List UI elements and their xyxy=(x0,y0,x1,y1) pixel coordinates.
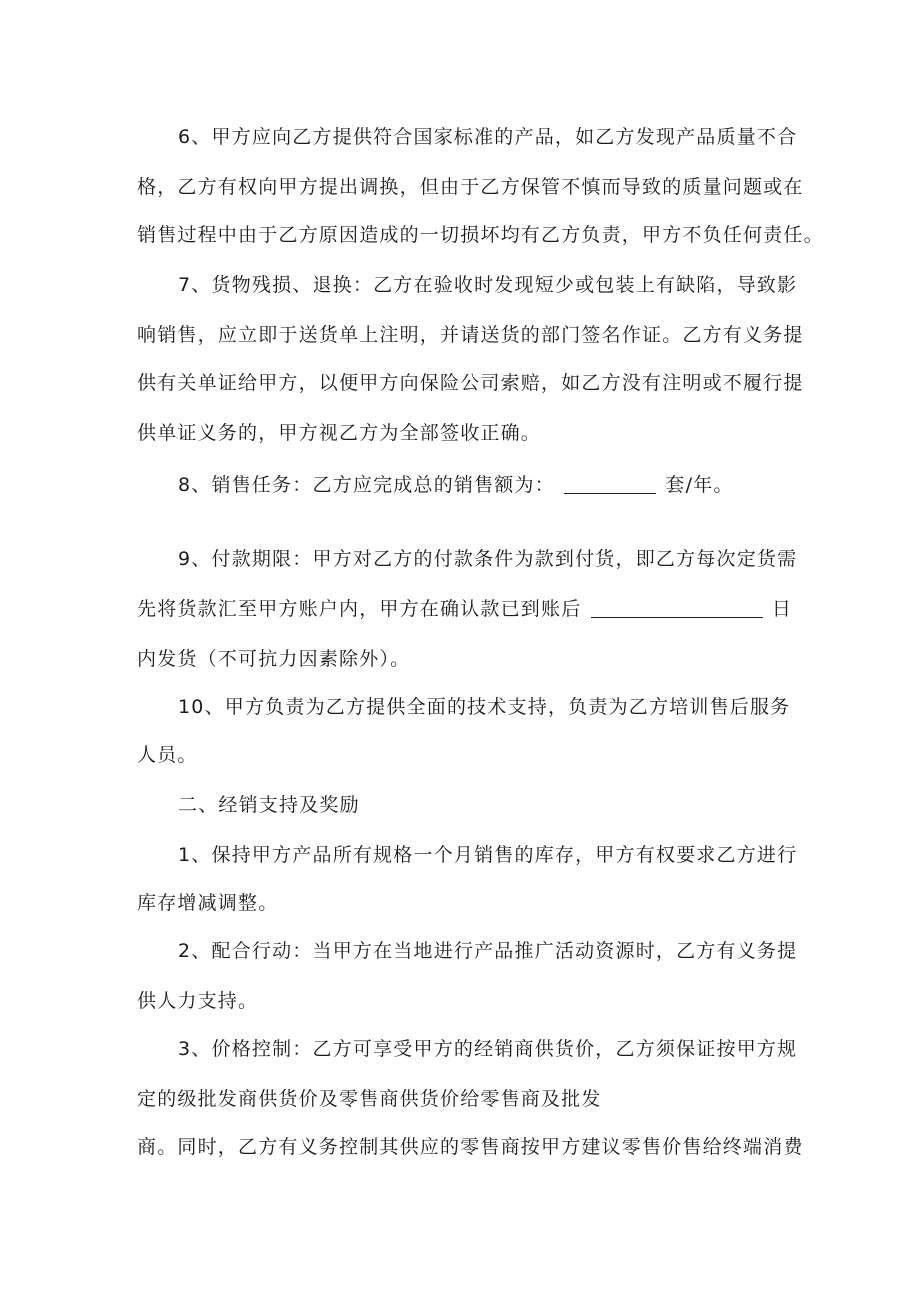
payment-days-blank xyxy=(591,599,763,618)
text-line: 人员。 xyxy=(137,744,198,766)
text-line: 销售过程中由于乙方原因造成的一切损坏均有乙方负责，甲方不负任何责任。 xyxy=(137,224,824,246)
text-line: 供单证义务的，甲方视乙方为全部签收正确。 xyxy=(137,422,542,444)
payment-days-prefix: 先将货款汇至甲方账户内，甲方在确认款已到账后 xyxy=(137,598,582,620)
text-line: 商。同时，乙方有义务控制其供应的零售商按甲方建议零售价售给终端消费 xyxy=(137,1136,804,1158)
text-line: 10、甲方负责为乙方提供全面的技术支持，负责为乙方培训售后服务 xyxy=(178,696,791,718)
sales-task-line xyxy=(178,472,734,498)
text-line: 3、价格控制：乙方可享受甲方的经销商供货价，乙方须保证按甲方规 xyxy=(178,1038,798,1060)
text-line: 1、保持甲方产品所有规格一个月销售的库存，甲方有权要求乙方进行 xyxy=(178,844,798,866)
payment-days-suffix: 日 xyxy=(771,598,793,620)
text-line: 定的级批发商供货价及零售商供货价给零售商及批发 xyxy=(137,1088,602,1110)
sales-task-suffix: 套/年。 xyxy=(665,474,734,496)
text-line: 9、付款期限：甲方对乙方的付款条件为款到付货，即乙方每次定货需 xyxy=(178,548,798,570)
text-line: 2、配合行动：当甲方在当地进行产品推广活动资源时，乙方有义务提 xyxy=(178,940,798,962)
text-line: 响销售，应立即于送货单上注明，并请送货的部门签名作证。乙方有义务提 xyxy=(137,324,804,346)
sales-task-prefix: 8、销售任务：乙方应完成总的销售额为： xyxy=(178,474,555,496)
text-line: 供有关单证给甲方，以便甲方向保险公司索赔，如乙方没有注明或不履行提 xyxy=(137,372,804,394)
text-line: 内发货（不可抗力因素除外）。 xyxy=(137,648,411,670)
payment-days-line xyxy=(137,596,792,622)
text-line: 7、货物残损、退换：乙方在验收时发现短少或包装上有缺陷，导致影 xyxy=(178,274,798,296)
text-line: 格，乙方有权向甲方提出调换，但由于乙方保管不慎而导致的质量问题或在 xyxy=(137,176,804,198)
text-line: 库存增减调整。 xyxy=(137,892,279,914)
section-heading: 二、经销支持及奖励 xyxy=(178,794,360,816)
text-line: 6、甲方应向乙方提供符合国家标准的产品，如乙方发现产品质量不合 xyxy=(178,126,798,148)
sales-task-blank xyxy=(564,475,656,494)
text-line: 供人力支持。 xyxy=(137,990,259,1012)
